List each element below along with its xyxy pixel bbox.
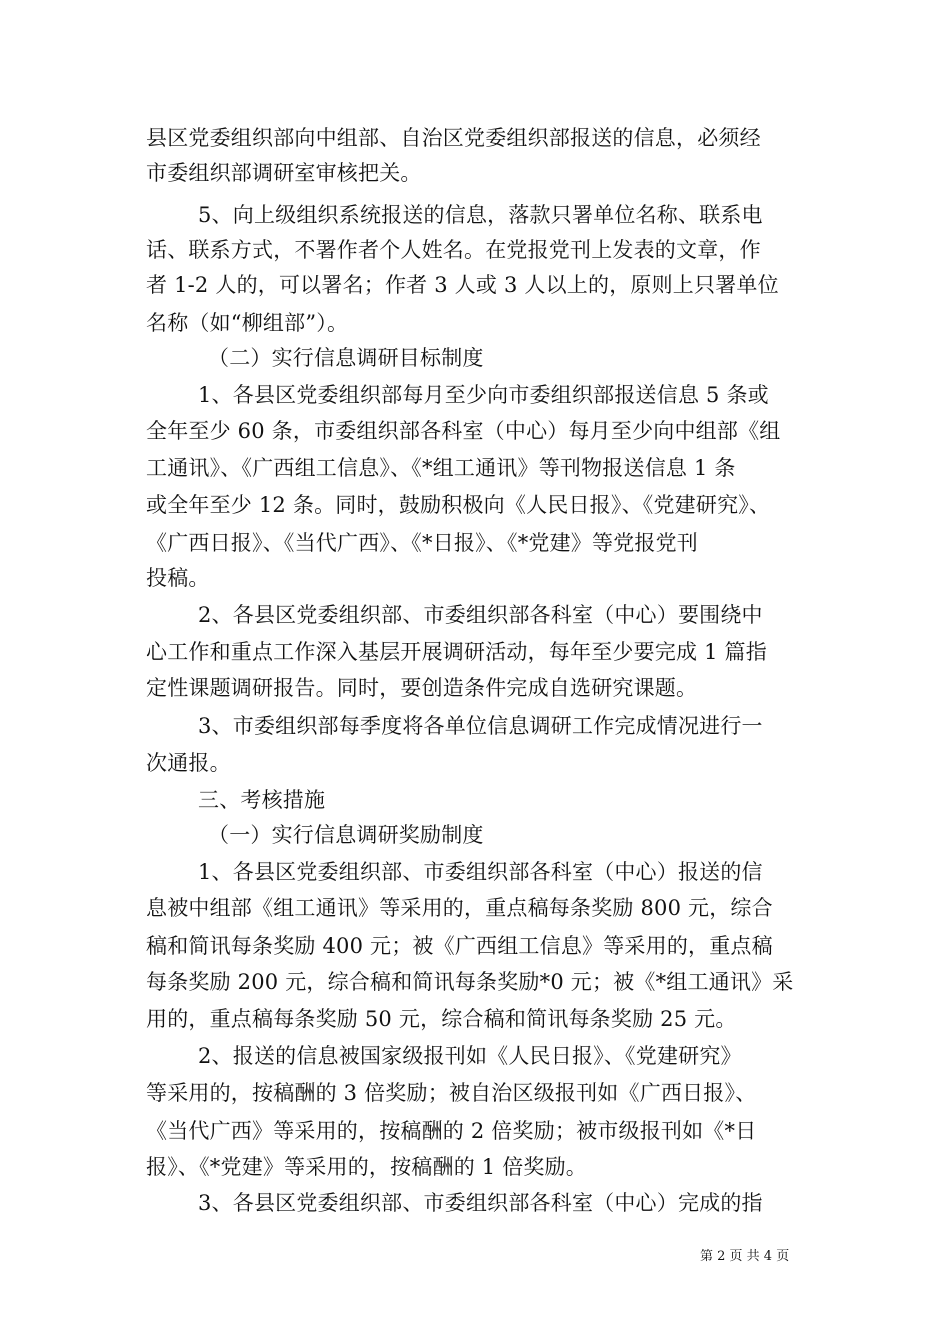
text-line: 1、各县区党委组织部、市委组织部各科室（中心）报送的信 [198, 860, 763, 884]
text-line: 或全年至少 12 条。同时，鼓励积极向《人民日报》、《党建研究》、 [146, 493, 771, 517]
text-line: 稿和简讯每条奖励 400 元；被《广西组工信息》等采用的，重点稿 [146, 934, 773, 958]
text-line: 定性课题调研报告。同时，要创造条件完成自选研究课题。 [146, 676, 698, 700]
text-line: 投稿。 [146, 566, 210, 590]
text-line: 2、各县区党委组织部、市委组织部各科室（中心）要围绕中 [198, 603, 763, 627]
text-line: 名称（如“柳组部”）。 [146, 311, 349, 335]
text-line: 工通讯》、《广西组工信息》、《*组工通讯》等刊物报送信息 1 条 [146, 456, 736, 480]
text-line: 3、市委组织部每季度将各单位信息调研工作完成情况进行一 [198, 714, 763, 738]
text-line: 每条奖励 200 元，综合稿和简讯每条奖励*0 元；被《*组工通讯》采 [146, 970, 794, 994]
text-line: 5、向上级组织系统报送的信息，落款只署单位名称、联系电 [198, 203, 763, 227]
text-line: 息被中组部《组工通讯》等采用的，重点稿每条奖励 800 元，综合 [146, 896, 773, 920]
text-line: 话、联系方式，不署作者个人姓名。在党报党刊上发表的文章，作 [146, 238, 761, 262]
page-number: 第 2 页 共 4 页 [700, 1249, 790, 1264]
text-line: 2、报送的信息被国家级报刊如《人民日报》、《党建研究》 [198, 1044, 742, 1068]
text-line: 用的，重点稿每条奖励 50 元，综合稿和简讯每条奖励 25 元。 [146, 1007, 737, 1031]
text-line: 报》、《*党建》等采用的，按稿酬的 1 倍奖励。 [146, 1155, 588, 1179]
section-heading: （二）实行信息调研目标制度 [208, 346, 484, 370]
section-heading: （一）实行信息调研奖励制度 [208, 823, 484, 847]
text-line: 《广西日报》、《当代广西》、《*日报》、《*党建》等党报党刊 [146, 531, 698, 555]
text-line: 全年至少 60 条，市委组织部各科室（中心）每月至少向中组部《组 [146, 419, 781, 443]
text-line: 者 1-2 人的，可以署名；作者 3 人或 3 人以上的，原则上只署单位 [146, 273, 779, 297]
text-line: 县区党委组织部向中组部、自治区党委组织部报送的信息，必须经 [146, 126, 761, 150]
text-line: 心工作和重点工作深入基层开展调研活动，每年至少要完成 1 篇指 [146, 640, 767, 664]
text-line: 市委组织部调研室审核把关。 [146, 161, 422, 185]
text-line: 等采用的，按稿酬的 3 倍奖励；被自治区级报刊如《广西日报》、 [146, 1081, 757, 1105]
section-heading: 三、考核措施 [198, 788, 326, 812]
text-line: 3、各县区党委组织部、市委组织部各科室（中心）完成的指 [198, 1191, 763, 1215]
text-line: 次通报。 [146, 751, 231, 775]
text-line: 《当代广西》等采用的，按稿酬的 2 倍奖励；被市级报刊如《*日 [146, 1119, 757, 1143]
text-line: 1、各县区党委组织部每月至少向市委组织部报送信息 5 条或 [198, 383, 769, 407]
